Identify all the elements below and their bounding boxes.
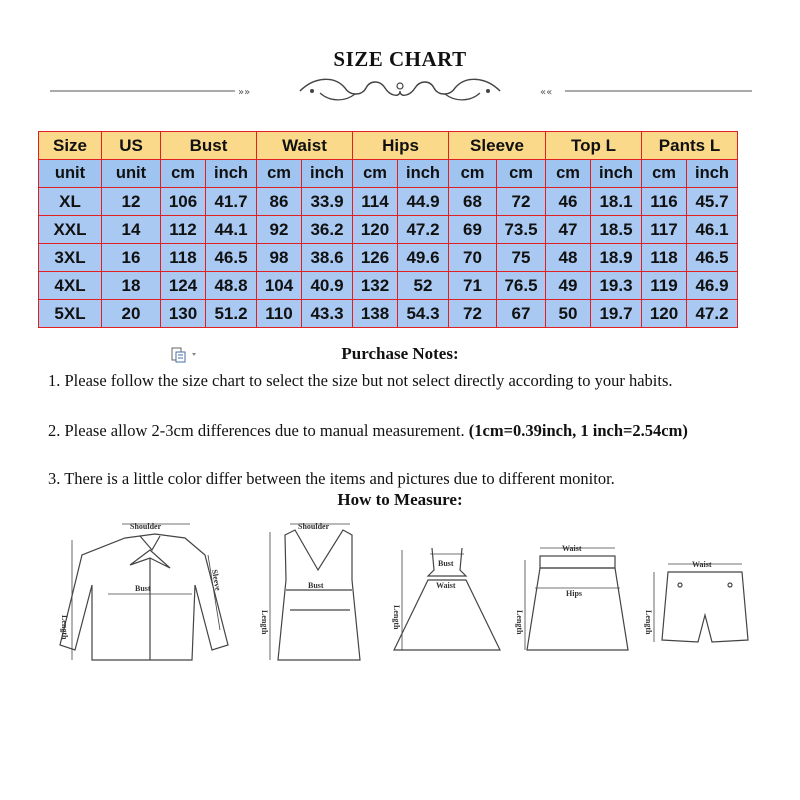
unit-cell: unit xyxy=(39,160,102,188)
note-2-text: 2. Please allow 2-3cm differences due to manual measurement. xyxy=(48,421,469,440)
table-cell: XL xyxy=(39,188,102,216)
unit-cell: inch xyxy=(687,160,738,188)
svg-text:««: «« xyxy=(540,87,553,98)
unit-cell: cm xyxy=(497,160,546,188)
how-to-measure-heading: How to Measure: xyxy=(337,490,463,509)
skirt-waist-label: Waist xyxy=(562,544,582,553)
table-cell: 43.3 xyxy=(302,300,353,328)
svg-text:»»: »» xyxy=(238,87,251,98)
table-cell: 50 xyxy=(546,300,591,328)
table-cell: 47.2 xyxy=(687,300,738,328)
table-cell: 45.7 xyxy=(687,188,738,216)
shoulder-label: Shoulder xyxy=(130,522,162,531)
note-3: 3. There is a little color differ between the items and pictures due to different monitor. xyxy=(48,469,615,488)
table-cell: 117 xyxy=(642,216,687,244)
table-cell: 47.2 xyxy=(398,216,449,244)
length-label: Length xyxy=(60,615,69,640)
table-cell: 38.6 xyxy=(302,244,353,272)
table-cell: 110 xyxy=(257,300,302,328)
table-cell: 132 xyxy=(353,272,398,300)
table-header-row xyxy=(39,132,738,160)
table-cell: 19.7 xyxy=(591,300,642,328)
cami-figure xyxy=(270,524,360,660)
table-cell: 51.2 xyxy=(206,300,257,328)
unit-cell: inch xyxy=(398,160,449,188)
table-cell: 33.9 xyxy=(302,188,353,216)
cami-shoulder-label: Shoulder xyxy=(298,522,330,531)
header-us: US xyxy=(102,132,161,160)
unit-cell: inch xyxy=(302,160,353,188)
table-cell: 44.9 xyxy=(398,188,449,216)
table-cell: 40.9 xyxy=(302,272,353,300)
table-cell: 124 xyxy=(161,272,206,300)
dress-waist-label: Waist xyxy=(436,581,456,590)
table-cell: 46 xyxy=(546,188,591,216)
unit-cell: cm xyxy=(257,160,302,188)
purchase-notes-heading: Purchase Notes: xyxy=(341,344,459,363)
size-chart-table xyxy=(38,131,738,328)
page-title: SIZE CHART xyxy=(333,47,467,71)
table-row xyxy=(39,188,738,216)
table-cell: 16 xyxy=(102,244,161,272)
table-cell: 138 xyxy=(353,300,398,328)
unit-cell: inch xyxy=(206,160,257,188)
table-cell: 76.5 xyxy=(497,272,546,300)
table-cell: 92 xyxy=(257,216,302,244)
table-cell: 18.5 xyxy=(591,216,642,244)
unit-cell: inch xyxy=(591,160,642,188)
table-cell: 130 xyxy=(161,300,206,328)
header-hips: Hips xyxy=(353,132,449,160)
header-sleeve: Sleeve xyxy=(449,132,546,160)
table-cell: 54.3 xyxy=(398,300,449,328)
unit-cell: cm xyxy=(161,160,206,188)
table-cell: 116 xyxy=(642,188,687,216)
table-cell: 75 xyxy=(497,244,546,272)
table-cell: 46.5 xyxy=(206,244,257,272)
table-cell: 70 xyxy=(449,244,497,272)
table-cell: 114 xyxy=(353,188,398,216)
table-cell: 47 xyxy=(546,216,591,244)
table-cell: XXL xyxy=(39,216,102,244)
header-bust: Bust xyxy=(161,132,257,160)
dress-length-label: Length xyxy=(392,605,401,630)
shorts-waist-label: Waist xyxy=(692,560,712,569)
table-cell: 49.6 xyxy=(398,244,449,272)
ornament-divider xyxy=(0,76,800,106)
table-cell: 126 xyxy=(353,244,398,272)
table-cell: 18.9 xyxy=(591,244,642,272)
table-cell: 41.7 xyxy=(206,188,257,216)
cami-bust-label: Bust xyxy=(308,581,324,590)
table-cell: 68 xyxy=(449,188,497,216)
header-size: Size xyxy=(39,132,102,160)
table-cell: 98 xyxy=(257,244,302,272)
table-units-row xyxy=(39,160,738,188)
table-row xyxy=(39,244,738,272)
bust-label: Bust xyxy=(135,584,151,593)
table-cell: 118 xyxy=(161,244,206,272)
dress-bust-label: Bust xyxy=(438,559,454,568)
table-cell: 44.1 xyxy=(206,216,257,244)
skirt-length-label: Length xyxy=(515,610,524,635)
table-cell: 5XL xyxy=(39,300,102,328)
table-cell: 118 xyxy=(642,244,687,272)
header-waist: Waist xyxy=(257,132,353,160)
table-cell: 48 xyxy=(546,244,591,272)
skirt-figure xyxy=(525,548,628,650)
unit-cell: cm xyxy=(449,160,497,188)
table-cell: 86 xyxy=(257,188,302,216)
table-cell: 46.1 xyxy=(687,216,738,244)
shorts-figure xyxy=(654,564,748,642)
shorts-length-label: Length xyxy=(644,610,653,635)
note-2 xyxy=(48,420,768,442)
table-cell: 3XL xyxy=(39,244,102,272)
table-cell: 36.2 xyxy=(302,216,353,244)
table-row xyxy=(39,272,738,300)
table-cell: 120 xyxy=(642,300,687,328)
table-cell: 14 xyxy=(102,216,161,244)
table-cell: 72 xyxy=(497,188,546,216)
header-pants-length: Pants L xyxy=(642,132,738,160)
unit-cell: cm xyxy=(642,160,687,188)
note-1: 1. Please follow the size chart to select the size but not select directly according to your habits. xyxy=(48,371,673,390)
measurement-illustrations xyxy=(0,510,800,670)
table-cell: 48.8 xyxy=(206,272,257,300)
cami-length-label: Length xyxy=(260,610,269,635)
note-2-conversion: (1cm=0.39inch, 1 inch=2.54cm) xyxy=(468,421,688,440)
table-cell: 73.5 xyxy=(497,216,546,244)
table-cell: 119 xyxy=(642,272,687,300)
table-cell: 20 xyxy=(102,300,161,328)
unit-cell: unit xyxy=(102,160,161,188)
table-cell: 71 xyxy=(449,272,497,300)
table-cell: 18 xyxy=(102,272,161,300)
table-cell: 19.3 xyxy=(591,272,642,300)
table-cell: 46.5 xyxy=(687,244,738,272)
table-cell: 104 xyxy=(257,272,302,300)
table-cell: 4XL xyxy=(39,272,102,300)
table-row xyxy=(39,300,738,328)
unit-cell: cm xyxy=(546,160,591,188)
table-cell: 46.9 xyxy=(687,272,738,300)
table-cell: 72 xyxy=(449,300,497,328)
skirt-hips-label: Hips xyxy=(566,589,583,598)
table-cell: 12 xyxy=(102,188,161,216)
sleeve-label: Sleeve xyxy=(210,568,223,592)
table-cell: 69 xyxy=(449,216,497,244)
table-cell: 52 xyxy=(398,272,449,300)
table-cell: 112 xyxy=(161,216,206,244)
header-top-length: Top L xyxy=(546,132,642,160)
table-cell: 18.1 xyxy=(591,188,642,216)
table-cell: 67 xyxy=(497,300,546,328)
table-row xyxy=(39,216,738,244)
table-cell: 106 xyxy=(161,188,206,216)
table-cell: 120 xyxy=(353,216,398,244)
unit-cell: cm xyxy=(353,160,398,188)
table-cell: 49 xyxy=(546,272,591,300)
